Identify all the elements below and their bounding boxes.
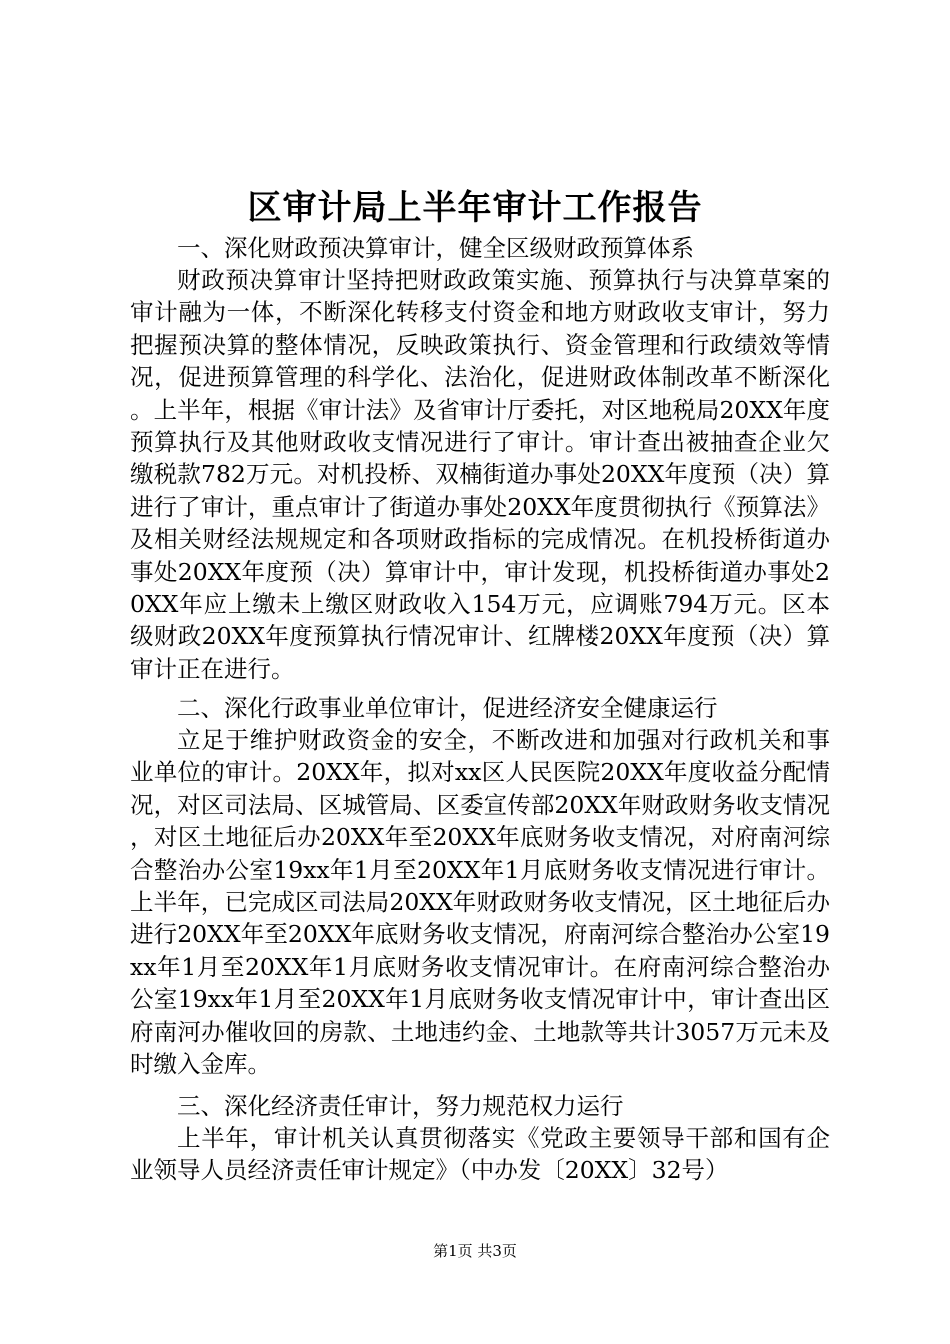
section-3-body: 上半年，审计机关认真贯彻落实《党政主要领导干部和国有企业领导人员经济责任审计规定》（中办发〔20XX〕32号） xyxy=(130,1124,830,1185)
document-title: 区审计局上半年审计工作报告 xyxy=(247,188,703,228)
section-1-heading: 一、深化财政预决算审计，健全区级财政预算体系 xyxy=(177,234,694,262)
section-2-heading: 二、深化行政事业单位审计，促进经济安全健康运行 xyxy=(177,694,718,722)
section-2-body: 立足于维护财政资金的安全，不断改进和加强对行政机关和事业单位的审计。20XX年，拟对xx区人民医院20XX年度收益分配情况，对区司法局、区城管局、区委宣传部20XX年财政财务收支情况，对区土地征后办20XX年至20XX年底财务收支情况，对府南河综合整治办公室19xx年1月至20XX年1月底财务收支情况进行审计。上半年，已完成区司法局20XX年财政财务收支情况，区土地征后办进行20XX年至20XX年底财务收支情况，府南河综合整治办公室19xx年1月至20XX年1月底财务收支情况审计。在府南河综合整治办公室19xx年1月至20XX年1月底财务收支情况审计中，审计查出区府南河办催收回的房款、土地违约金、土地款等共计3057万元未及时缴入金库。 xyxy=(130,726,830,1079)
page-number-footer: 第1页 共3页 xyxy=(433,1242,517,1260)
section-1-body: 财政预决算审计坚持把财政政策实施、预算执行与决算草案的审计融为一体，不断深化转移支付资金和地方财政收支审计，努力把握预决算的整体情况，反映政策执行、资金管理和行政绩效等情况，促进预算管理的科学化、法治化，促进财政体制改革不断深化。上半年，根据《审计法》及省审计厅委托，对区地税局20XX年度预算执行及其他财政收支情况进行了审计。审计查出被抽查企业欠缴税款782万元。对机投桥、双楠街道办事处20XX年度预（决）算进行了审计，重点审计了街道办事处20XX年度贯彻执行《预算法》及相关财经法规规定和各项财政指标的完成情况。在机投桥街道办事处20XX年度预（决）算审计中，审计发现，机投桥街道办事处20XX年应上缴未上缴区财政收入154万元，应调账794万元。区本级财政20XX年度预算执行情况审计、红牌楼20XX年度预（决）算审计正在进行。 xyxy=(130,266,830,683)
section-3-heading: 三、深化经济责任审计，努力规范权力运行 xyxy=(177,1092,624,1120)
